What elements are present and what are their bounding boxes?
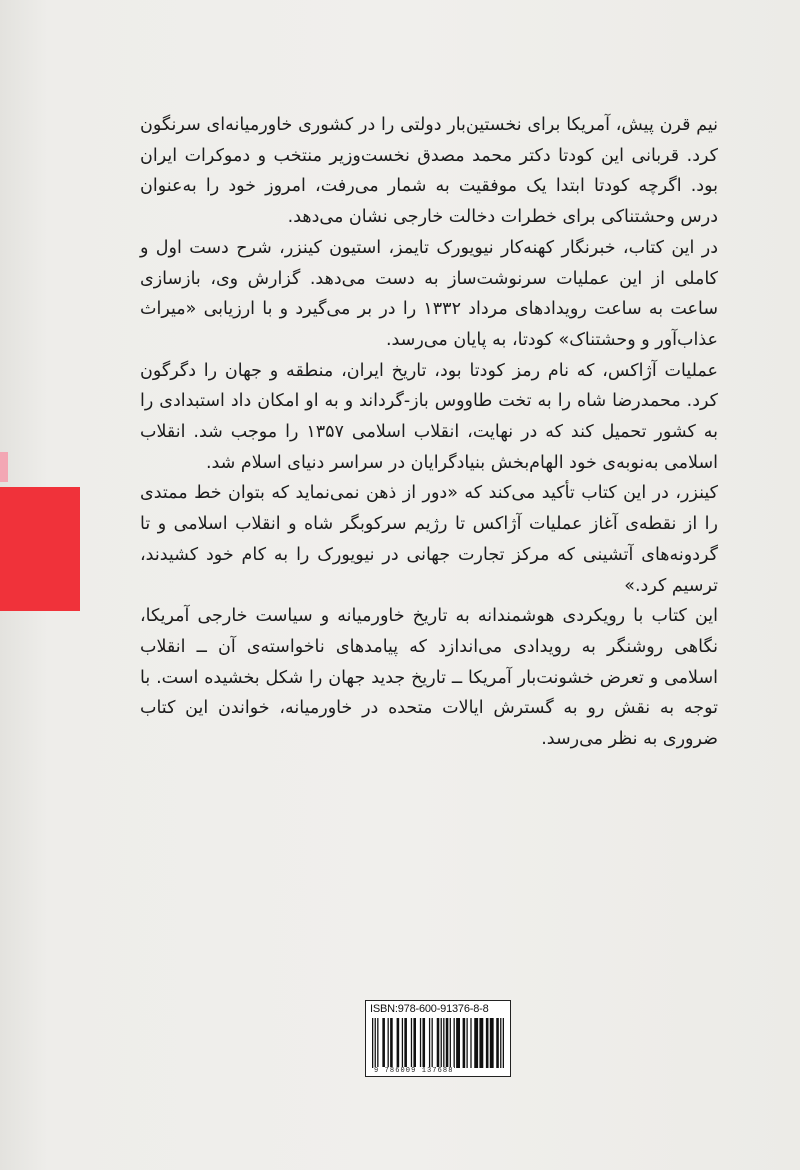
barcode-bar (382, 1018, 385, 1068)
barcode-bar (443, 1018, 444, 1068)
barcode-bar (450, 1018, 451, 1068)
barcode-bar (446, 1018, 449, 1068)
barcode-bar (479, 1018, 483, 1068)
barcode-bar (432, 1018, 433, 1068)
barcode-bar (388, 1018, 389, 1068)
blurb-text (140, 110, 718, 755)
barcode-bar (429, 1018, 430, 1068)
barcode-bar (490, 1018, 494, 1068)
barcode-bar (413, 1018, 416, 1068)
barcode-bar (456, 1018, 460, 1068)
barcode-bar (420, 1018, 421, 1068)
isbn-barcode-box (365, 1000, 511, 1077)
barcode-icon (372, 1018, 504, 1068)
barcode-bar (372, 1018, 373, 1068)
barcode-bar (402, 1018, 403, 1068)
barcode-bar (500, 1018, 501, 1068)
barcode-bar (397, 1018, 400, 1068)
barcode-bar (375, 1018, 376, 1068)
barcode-bar (377, 1018, 378, 1068)
barcode-bar (437, 1018, 440, 1068)
barcode-bar (466, 1018, 467, 1068)
barcode-bar (454, 1018, 455, 1068)
blurb-paragraph-4: کینزر، در این کتاب تأکید می‌کند که «دور از ذهن نمی‌نماید که بتوان خط ممتدی را از نقطه‌ی آغاز عملیات آژاکس تا رژیم سرکوبگر شاه و انقلاب اسلامی و تا گردونه‌های آتشینی که مرکز تجارت جهانی در نیویورک را به کام خود کشیدند، ترسیم کرد.» (140, 483, 718, 596)
blurb-paragraph-1: نیم قرن پیش، آمریکا برای نخستین‌بار دولتی را در کشوری خاورمیانه‌ای سرنگون کرد. قربانی این کودتا دکتر محمد مصدق نخست‌وزیر منتخب و دموکرات ایران بود. اگرچه کودتا ابتدا یک موفقیت به شمار می‌رفت، امروز خود را به‌عنوان درس وحشتناکی برای خطرات دخالت خارجی نشان می‌دهد. (140, 115, 718, 228)
barcode-bar (470, 1018, 471, 1068)
red-cover-tab (0, 487, 80, 611)
blurb-paragraph-5: این کتاب با رویکردی هوشمندانه به تاریخ خاورمیانه و سیاست خارجی آمریکا، نگاهی روشنگر به رویدادی می‌اندازد که پیامدهای ناخواسته‌ی آن ــ انقلاب اسلامی و تعرض خشونت‌بار آمریکا ــ تاریخ جدید جهان را شکل بخشیده است. با توجه به نقش رو به گسترش ایالات متحده در خاورمیانه، خواندن این کتاب ضروری به نظر می‌رسد. (140, 606, 718, 750)
blurb-paragraph-3: عملیات آژاکس، که نام رمز کودتا بود، تاریخ ایران، منطقه و جهان را دگرگون کرد. محمدرضا شاه را به تخت طاووس باز-گرداند و به او امکان داد استبدادی را به کشور تحمیل کند که در نهایت، انقلاب اسلامی ۱۳۵۷ را موجب شد. انقلاب اسلامی به‌نوبه‌ی خود الهام‌بخش بنیادگرایان در سراسر دنیای اسلام شد. (140, 360, 718, 473)
barcode-bar (422, 1018, 425, 1068)
spine-accent (0, 452, 8, 482)
barcode-bar (474, 1018, 478, 1068)
barcode-bar (441, 1018, 442, 1068)
barcode-bar (411, 1018, 412, 1068)
barcode-bar (404, 1018, 407, 1068)
barcode-bar (390, 1018, 393, 1068)
blurb-paragraph-2: در این کتاب، خبرنگار کهنه‌کار نیویورک تایمز، استیون کینزر، شرح دست اول و کاملی از این عملیات سرنوشت‌ساز به دست می‌دهد. گزارش وی، بازسازی ساعت به ساعت رویدادهای مرداد ۱۳۳۲ را در بر می‌گیرد و با ارزیابی «میراث عذاب‌آور و وحشتناک» کودتا، به پایان می‌رسد. (140, 237, 718, 350)
barcode-bar (463, 1018, 466, 1068)
barcode-bar (486, 1018, 489, 1068)
barcode-bar (496, 1018, 499, 1068)
barcode-digits: 9 786009 137688 (374, 1067, 454, 1075)
barcode-bar (503, 1018, 504, 1068)
isbn-label: ISBN:978-600-91376-8-8 (370, 1003, 489, 1015)
